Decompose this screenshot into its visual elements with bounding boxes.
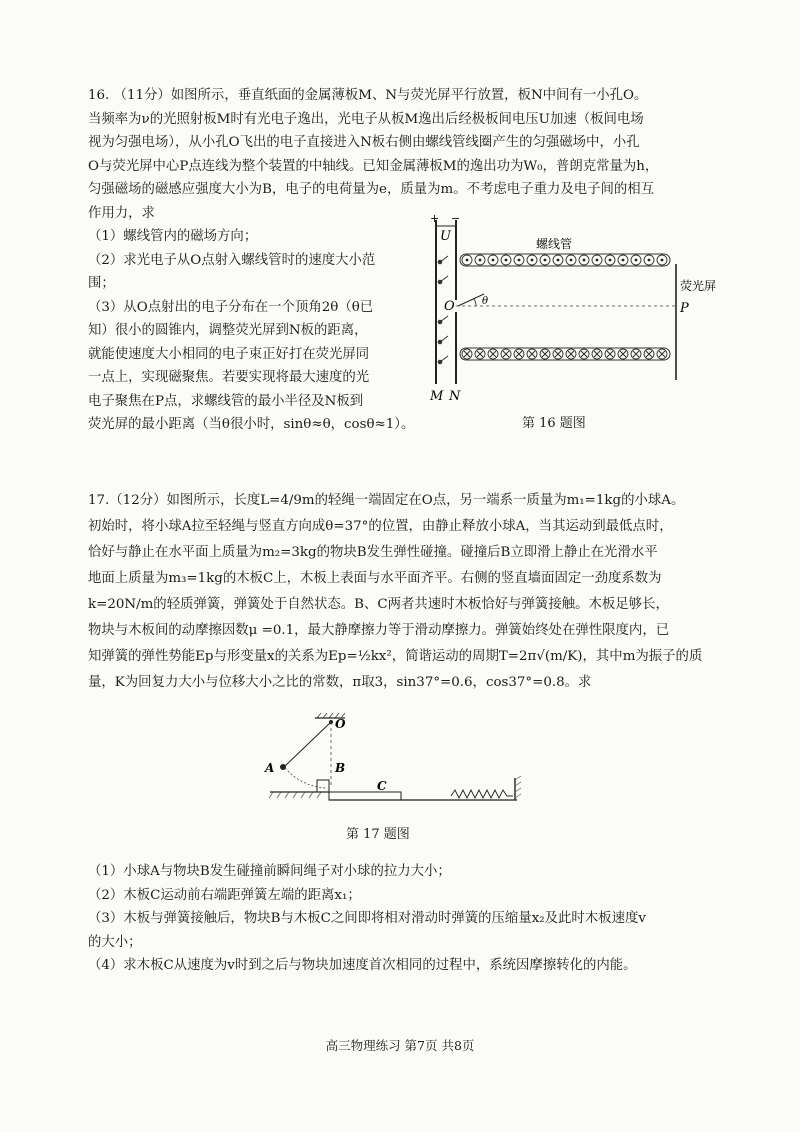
figure-16-caption: 第 16 题图 [522,416,586,431]
electron-velocity [458,294,484,306]
q16-sub-line: （3）从O点射出的电子分布在一个顶角2θ（θ已 [88,299,374,315]
minus-sign: − [451,212,461,225]
q17-line: 初始时，将小球A拉至轻绳与竖直方向成θ=37°的位置，由静止释放小球A，当其运动到最低点时， [88,519,673,534]
pivot-label-O: O [335,717,346,731]
q17-line: 物块与木板间的动摩擦因数μ =0.1，最大静摩擦力等于滑动摩擦力。弹簧始终处在弹性限度内，已 [88,623,670,638]
swing-arc [285,768,325,788]
q17-sub-line: （2）木板C运动前右端距弹簧左端的距离x₁； [88,887,361,903]
figure-16-solenoid-diagram [418,212,717,417]
theta-label: θ [482,296,489,307]
figure-17-caption: 第 17 题图 [346,827,410,842]
q17-line: k=20N/m的轻质弹簧，弹簧处于自然状态。B、C两者共速时木板恰好与弹簧接触。木板足够长， [88,597,669,612]
page-footer: 高三物理练习 第7页 共8页 [325,1038,475,1053]
q16-sub-line: （2）求光电子从O点射入螺线管时的速度大小范 [88,252,376,268]
solenoid-top-coil [460,254,670,266]
question-17-subquestions [88,860,728,978]
rope [285,722,331,766]
q16-line: 16. （11分）如图所示，垂直纸面的金属薄板M、N与荧光屏平行放置，板N中间有一小孔O。 [88,88,648,103]
q16-sub-line: 就能使速度大小相同的电子束正好打在荧光屏同 [88,346,370,362]
question-17-stem [88,488,728,696]
q16-line: 视为匀强电场），从小孔O飞出的电子直接进入N板右侧由螺线管线圈产生的匀强磁场中，小孔 [88,135,640,150]
q17-line: 知弹簧的弹性势能Ep与形变量x的关系为Ep=½kx²，简谐运动的周期T=2π√(m/K)，其中m为振子的质 [88,649,703,664]
voltage-label-U: U [440,229,451,244]
q17-line: 量，K为回复力大小与位移大小之比的常数，π取3，sin37°=0.6，cos37°=0.8。求 [88,675,592,690]
q16-sub-line: （1）螺线管内的磁场方向； [88,229,258,244]
plus-sign: + [430,212,440,225]
q16-sub-line: 围； [88,276,115,291]
screen-label: 荧光屏 [680,279,717,293]
q17-sub-line: 的大小； [88,934,142,950]
q16-line: 匀强磁场的磁感应强度大小为B，电子的电荷量为e，质量为m。不考虑电子重力及电子间的相互 [88,182,655,197]
q16-line: 作用力，求 [88,205,155,221]
block-B-label: B [335,761,346,775]
hole-label-O: O [444,299,455,314]
q17-line: 地面上质量为m₃=1kg的木板C上，木板上表面与水平面齐平。右侧的竖直墙面固定一劲度系数为 [88,571,662,586]
ball-A [280,764,286,770]
solenoid-label: 螺线管 [536,237,573,251]
figure-17-collision-diagram [265,710,535,825]
question-16-subquestions [88,225,418,437]
q17-sub-line: （4）求木板C从速度为v时到之后与物块加速度首次相同的过程中，系统因摩擦转化的内能。 [88,958,637,973]
question-16-stem [88,84,728,225]
spring [451,790,513,798]
q16-sub-line: 知）很小的圆锥内，调整荧光屏到N板的距离， [88,323,368,338]
board-C [329,792,401,800]
plate-M-label: M [430,389,444,404]
board-C-label: C [377,779,387,793]
q16-sub-line: 荧光屏的最小距离（当θ很小时，sinθ≈θ，cosθ≈1）。 [88,417,415,432]
q16-sub-line: 一点上，实现磁聚焦。若要实现将最大速度的光 [88,370,370,385]
q16-line: O与荧光屏中心P点连线为整个装置的中轴线。已知金属薄板M的逸出功为W₀，普朗克常量为h， [88,158,659,174]
q17-sub-line: （3）木板与弹簧接触后，物块B与木板C之间即将相对滑动时弹簧的压缩量x₂及此时木板速度v [88,911,646,926]
q17-line: 恰好与静止在水平面上质量为m₂=3kg的物块B发生弹性碰撞。碰撞后B立即滑上静止在光滑水平 [88,545,658,560]
q16-sub-line: 电子聚焦在P点，求螺线管的最小半径及N板到 [88,393,364,409]
solenoid-bottom-coil [460,348,670,360]
q17-line: 17.（12分）如图所示，长度L=4/9m的轻绳一端固定在O点，另一端系一质量为m₁=1kg的小球A。 [88,493,685,508]
q17-sub-line: （1）小球A与物块B发生碰撞前瞬间绳子对小球的拉力大小； [88,864,451,879]
block-B [317,780,329,792]
ball-A-label: A [265,761,275,775]
plate-N-label: N [449,389,461,404]
q16-line: 当频率为ν的光照射板M时有光电子逸出，光电子从板M逸出后经极板间电压U加速（板间电场 [88,111,644,127]
point-P-label: P [680,301,689,316]
